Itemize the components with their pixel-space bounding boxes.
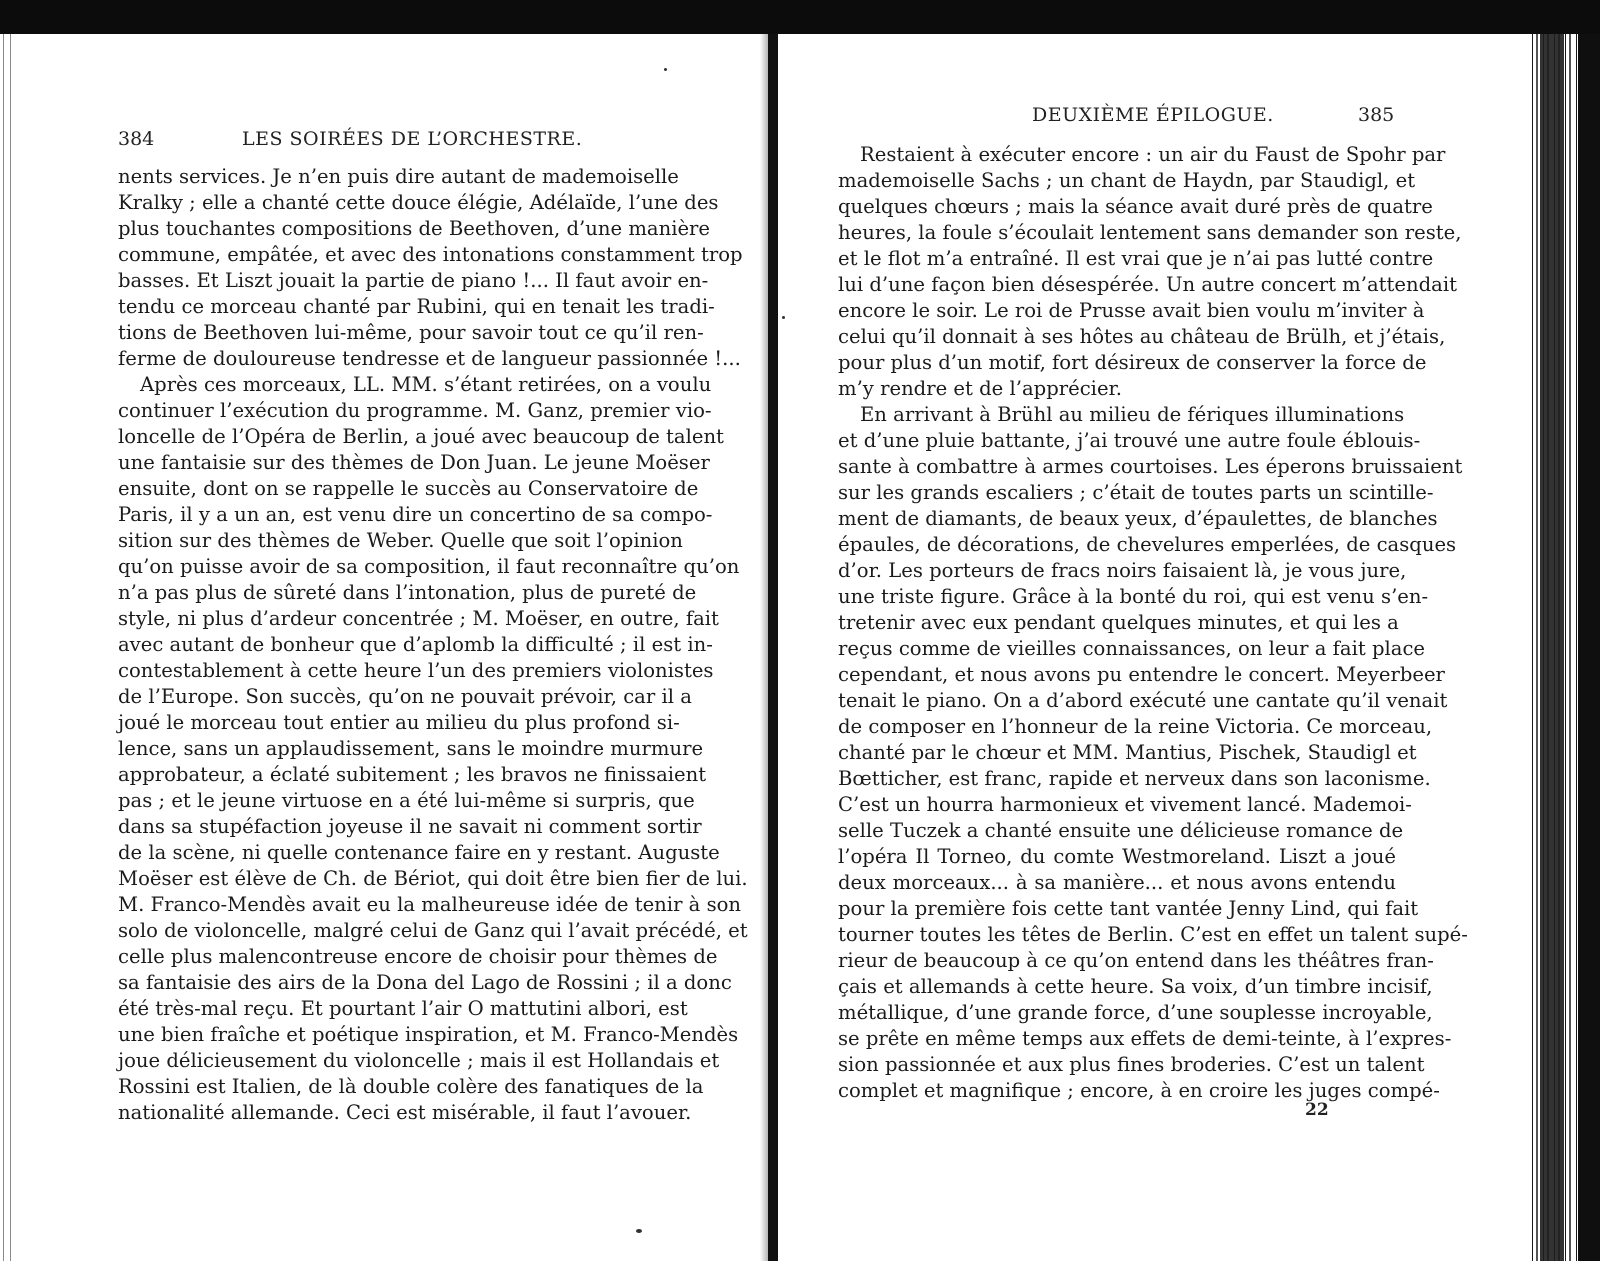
right-page-body xyxy=(838,142,1468,1104)
text-line: métallique, d’une grande force, d’une souplesse incroyable, xyxy=(838,1001,1433,1024)
text-line: sante à combattre à armes courtoises. Les éperons bruissaient xyxy=(838,455,1463,478)
text-line: celui qu’il donnait à ses hôtes au château de Brülh, et j’étais, xyxy=(838,325,1446,348)
text-line: et le flot m’a entraîné. Il est vrai que je n’ai pas lutté contre xyxy=(838,247,1434,270)
text-line: Moëser est élève de Ch. de Bériot, qui doit être bien fier de lui. xyxy=(118,867,748,890)
text-line: encore le soir. Le roi de Prusse avait bien voulu m’inviter à xyxy=(838,299,1425,322)
text-line: une triste figure. Grâce à la bonté du roi, qui est venu s’en- xyxy=(838,585,1429,608)
scan-left-edge xyxy=(0,34,12,1261)
text-line: sition sur des thèmes de Weber. Quelle que soit l’opinion xyxy=(118,529,683,552)
text-line: Kralky ; elle a chanté cette douce élégie, Adélaïde, l’une des xyxy=(118,191,719,214)
text-line: nents services. Je n’en puis dire autant de mademoiselle xyxy=(118,165,679,188)
scan-speck xyxy=(782,316,785,319)
signature-mark: 22 xyxy=(1305,1100,1329,1120)
text-line: çais et allemands à cette heure. Sa voix, d’un timbre incisif, xyxy=(838,975,1433,998)
scan-speck xyxy=(664,68,667,71)
text-line: m’y rendre et de l’apprécier. xyxy=(838,377,1122,400)
text-line: Paris, il y a un an, est venu dire un concertino de sa compo- xyxy=(118,503,713,526)
text-line: avec autant de bonheur que d’aplomb la difficulté ; il est in- xyxy=(118,633,713,656)
text-line: complet et magnifique ; encore, à en croire les juges compé- xyxy=(838,1079,1440,1102)
text-line: dans sa stupéfaction joyeuse il ne savait ni comment sortir xyxy=(118,815,702,838)
text-line: l’opéra Il Torneo, du comte Westmoreland. Liszt a joué xyxy=(838,845,1396,868)
text-line: pour la première fois cette tant vantée Jenny Lind, qui fait xyxy=(838,897,1419,920)
text-line: joue délicieusement du violoncelle ; mais il est Hollandais et xyxy=(118,1049,720,1072)
text-line: continuer l’exécution du programme. M. Ganz, premier vio- xyxy=(118,399,712,422)
text-line: approbateur, a éclaté subitement ; les bravos ne finissaient xyxy=(118,763,707,786)
left-page-body xyxy=(118,164,748,1126)
text-line: une fantaisie sur des thèmes de Don Juan. Le jeune Moëser xyxy=(118,451,710,474)
text-line: commune, empâtée, et avec des intonations constamment trop xyxy=(118,243,743,266)
text-line: solo de violoncelle, malgré celui de Ganz qui l’avait précédé, et xyxy=(118,919,748,942)
text-line: de composer en l’honneur de la reine Victoria. Ce morceau, xyxy=(838,715,1433,738)
text-line: celle plus malencontreuse encore de choisir pour thèmes de xyxy=(118,945,718,968)
text-line: lence, sans un applaudissement, sans le moindre murmure xyxy=(118,737,704,760)
text-line: d’or. Les porteurs de fracs noirs faisaient là, je vous jure, xyxy=(838,559,1407,582)
scan-top-border xyxy=(0,0,1600,34)
text-line: M. Franco-Mendès avait eu la malheureuse idée de tenir à son xyxy=(118,893,742,916)
left-running-head: LES SOIRÉES DE L’ORCHESTRE. xyxy=(242,128,583,150)
text-line: épaules, de décorations, de chevelures emperlées, de casques xyxy=(838,533,1457,556)
text-line: Rossini est Italien, de là double colère des fanatiques de la xyxy=(118,1075,704,1098)
text-line: tourner toutes les têtes de Berlin. C’est en effet un talent supé- xyxy=(838,923,1468,946)
text-line: rieur de beaucoup à ce qu’on entend dans les théâtres fran- xyxy=(838,949,1434,972)
text-line: tendu ce morceau chanté par Rubini, qui en tenait les tradi- xyxy=(118,295,715,318)
text-line: n’a pas plus de sûreté dans l’intonation, plus de pureté de xyxy=(118,581,697,604)
text-line: selle Tuczek a chanté ensuite une délicieuse romance de xyxy=(838,819,1404,842)
scan-speck xyxy=(636,1229,642,1233)
text-line: C’est un hourra harmonieux et vivement lancé. Mademoi- xyxy=(838,793,1412,816)
text-line: ment de diamants, de beaux yeux, d’épaulettes, de blanches xyxy=(838,507,1438,530)
scan-right-edge-border xyxy=(1578,34,1600,1261)
text-line: heures, la foule s’écoulait lentement sans demander son reste, xyxy=(838,221,1462,244)
text-line: style, ni plus d’ardeur concentrée ; M. Moëser, en outre, fait xyxy=(118,607,719,630)
text-line: tretenir avec eux pendant quelques minutes, et qui les a xyxy=(838,611,1399,634)
text-line: et d’une pluie battante, j’ai trouvé une autre foule éblouis- xyxy=(838,429,1421,452)
text-line: pour plus d’un motif, fort désireux de conserver la force de xyxy=(838,351,1427,374)
text-line: ferme de douloureuse tendresse et de langueur passionnée !... xyxy=(118,347,741,370)
text-line: ensuite, dont on se rappelle le succès au Conservatoire de xyxy=(118,477,699,500)
text-line: une bien fraîche et poétique inspiration, et M. Franco-Mendès xyxy=(118,1023,739,1046)
text-line: sion passionnée et aux plus fines broderies. C’est un talent xyxy=(838,1053,1425,1076)
scan-right-edge-shadow xyxy=(1540,34,1564,1261)
text-line: quelques chœurs ; mais la séance avait duré près de quatre xyxy=(838,195,1433,218)
text-line: Bœtticher, est franc, rapide et nerveux dans son laconisme. xyxy=(838,767,1431,790)
text-line: Après ces morceaux, LL. MM. s’étant retirées, on a voulu xyxy=(140,373,712,396)
text-line: pas ; et le jeune virtuose en a été lui-même si surpris, que xyxy=(118,789,695,812)
text-line: cependant, et nous avons pu entendre le concert. Meyerbeer xyxy=(838,663,1445,686)
text-line: deux morceaux... à sa manière... et nous avons entendu xyxy=(838,871,1396,894)
text-line: sur les grands escaliers ; c’était de toutes parts un scintille- xyxy=(838,481,1434,504)
text-line: chanté par le chœur et MM. Mantius, Pischek, Staudigl et xyxy=(838,741,1417,764)
text-line: tenait le piano. On a d’abord exécuté une cantate qu’il venait xyxy=(838,689,1448,712)
text-line: nationalité allemande. Ceci est misérable, il faut l’avouer. xyxy=(118,1101,692,1124)
gutter-shadow xyxy=(760,34,768,1261)
right-page-number: 385 xyxy=(1358,104,1395,126)
text-line: de l’Europe. Son succès, qu’on ne pouvait prévoir, car il a xyxy=(118,685,692,708)
text-line: En arrivant à Brühl au milieu de fériques illuminations xyxy=(860,403,1405,426)
text-line: lui d’une façon bien désespérée. Un autre concert m’attendait xyxy=(838,273,1457,296)
text-line: contestablement à cette heure l’un des premiers violonistes xyxy=(118,659,714,682)
text-line: Restaient à exécuter encore : un air du Faust de Spohr par xyxy=(860,143,1446,166)
text-line: reçus comme de vieilles connaissances, on leur a fait place xyxy=(838,637,1426,660)
left-page-number: 384 xyxy=(118,128,155,150)
text-line: se prête en même temps aux effets de demi-teinte, à l’expres- xyxy=(838,1027,1452,1050)
text-line: tions de Beethoven lui-même, pour savoir tout ce qu’il ren- xyxy=(118,321,704,344)
text-line: joué le morceau tout entier au milieu du plus profond si- xyxy=(118,711,680,734)
text-line: basses. Et Liszt jouait la partie de piano !... Il faut avoir en- xyxy=(118,269,709,292)
text-line: sa fantaisie des airs de la Dona del Lago de Rossini ; il a donc xyxy=(118,971,732,994)
book-gutter xyxy=(768,34,778,1261)
text-line: plus touchantes compositions de Beethoven, d’une manière xyxy=(118,217,711,240)
text-line: de la scène, ni quelle contenance faire en y restant. Auguste xyxy=(118,841,720,864)
right-running-head: DEUXIÈME ÉPILOGUE. xyxy=(1032,104,1274,126)
text-line: qu’on puisse avoir de sa composition, il faut reconnaître qu’on xyxy=(118,555,740,578)
text-line: loncelle de l’Opéra de Berlin, a joué avec beaucoup de talent xyxy=(118,425,724,448)
text-line: mademoiselle Sachs ; un chant de Haydn, par Staudigl, et xyxy=(838,169,1416,192)
text-line: été très-mal reçu. Et pourtant l’air O mattutini albori, est xyxy=(118,997,688,1020)
